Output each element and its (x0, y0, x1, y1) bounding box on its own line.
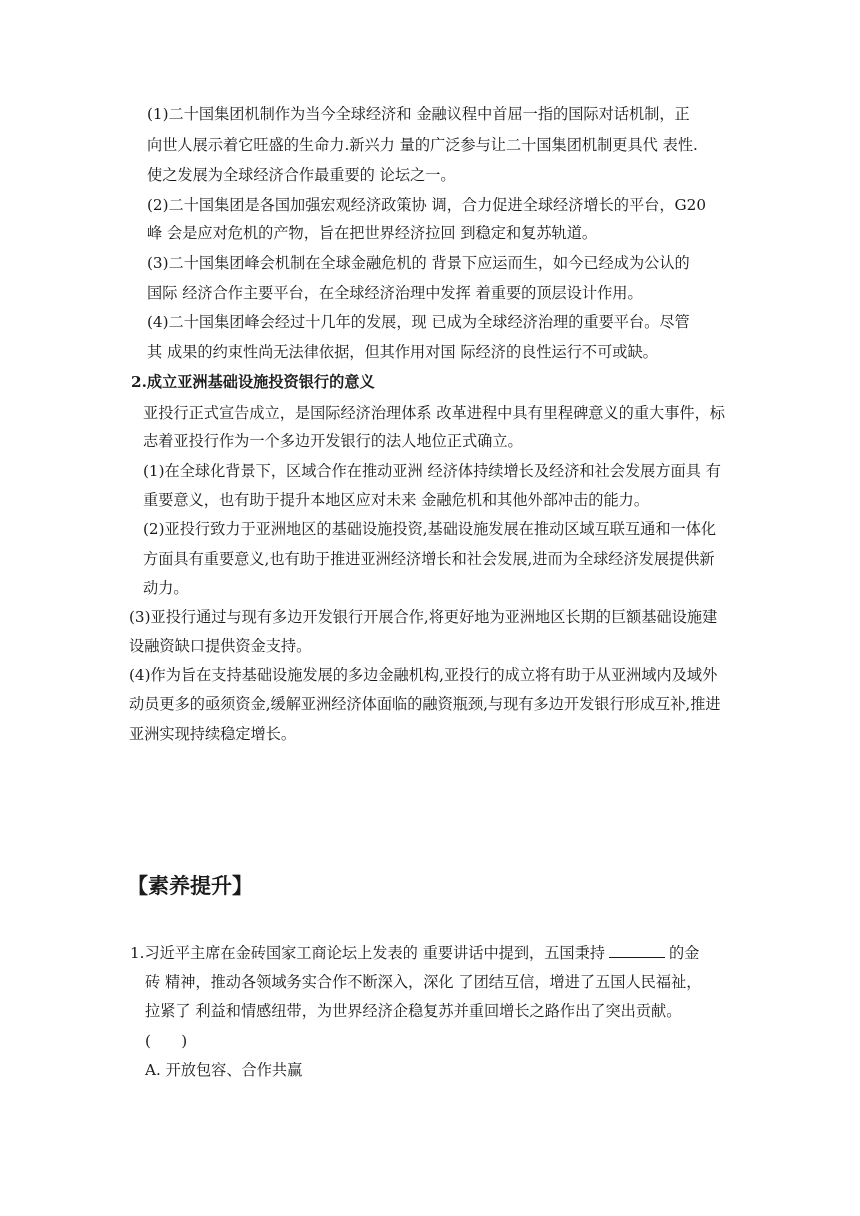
g20-point-2-line-1: (2)二十国集团是各国加强宏观经济政策协 调，合力促进全球经济增长的平台，G20 (147, 196, 706, 214)
section-heading: 【素养提升】 (127, 874, 253, 898)
g20-point-1-line-2: 向世人展示着它旺盛的生命力.新兴力 量的广泛参与让二十国集团机制更具代 表性. (147, 136, 698, 154)
answer-blank[interactable] (609, 943, 665, 958)
aiib-point-2-line-3: 动力。 (143, 579, 189, 597)
g20-point-3-line-2: 国际 经济合作主要平台，在全球经济治理中发挥 着重要的顶层设计作用。 (147, 284, 643, 302)
aiib-point-2-line-1: (2)亚投行致力于亚洲地区的基础设施投资,基础设施发展在推动区域互联互通和一体化 (143, 520, 717, 538)
question-1-stem: 1.习近平主席在金砖国家工商论坛上发表的 重要讲话中提到，五国秉持 (130, 944, 605, 962)
g20-point-3-line-1: (3)二十国集团峰会机制在全球金融危机的 背景下应运而生，如今已经成为公认的 (147, 254, 690, 272)
aiib-point-1-line-1: (1)在全球化背景下，区域合作在推动亚洲 经济体持续增长及经济和社会发展方面具 有 (143, 462, 721, 480)
question-1-line-2: 砖 精神，推动各领域务实合作不断深入，深化 了团结互信，增进了五国人民福祉， (145, 973, 702, 991)
g20-point-1-line-1: (1)二十国集团机制作为当今全球经济和 金融议程中首屈一指的国际对话机制，正 (147, 105, 690, 123)
aiib-intro-line-2: 志着亚投行作为一个多边开发银行的法人地位正式确立。 (143, 432, 523, 450)
option-a[interactable]: A. 开放包容、合作共赢 (145, 1061, 303, 1079)
aiib-point-2-line-2: 方面具有重要意义,也有助于推进亚洲经济增长和社会发展,进而为全球经济发展提供新 (143, 550, 715, 568)
question-1-line-3: 拉紧了 利益和情感纽带，为世界经济企稳复苏并重回增长之路作出了突出贡献。 (145, 1002, 682, 1020)
aiib-point-4-line-3: 亚洲实现持续稳定增长。 (129, 725, 297, 743)
aiib-point-3-line-2: 设融资缺口提供资金支持。 (129, 637, 312, 655)
aiib-point-4-line-1: (4)作为旨在支持基础设施发展的多边金融机构,亚投行的成立将有助于从亚洲域内及域外 (129, 666, 718, 684)
g20-point-4-line-2: 其 成果的约束性尚无法律依据，但其作用对国 际经济的良性运行不可或缺。 (147, 343, 658, 361)
question-1-line-1 (130, 943, 699, 963)
g20-point-4-line-1: (4)二十国集团峰会经过十几年的发展，现 已成为全球经济治理的重要平台。尽管 (147, 313, 690, 331)
question-1-stem-cont: 的金 (668, 944, 700, 962)
aiib-section-title: 2.成立亚洲基础设施投资银行的意义 (131, 373, 375, 391)
g20-point-2-line-2: 峰 会是应对危机的产物，旨在把世界经济拉回 到稳定和复苏轨道。 (147, 224, 598, 242)
aiib-point-1-line-2: 重要意义，也有助于提升本地区应对未来 金融危机和其他外部冲击的能力。 (143, 491, 650, 509)
aiib-intro-line-1: 亚投行正式宣告成立，是国际经济治理体系 改革进程中具有里程碑意义的重大事件，标 (143, 404, 725, 422)
question-1-answer-bracket: ( ) (145, 1032, 188, 1050)
aiib-point-3-line-1: (3)亚投行通过与现有多边开发银行开展合作,将更好地为亚洲地区长期的巨额基础设施建 (129, 608, 718, 626)
aiib-point-4-line-2: 动员更多的亟须资金,缓解亚洲经济体面临的融资瓶颈,与现有多边开发银行形成互补,推进 (129, 695, 721, 713)
g20-point-1-line-3: 使之发展为全球经济合作最重要的 论坛之一。 (147, 166, 456, 184)
